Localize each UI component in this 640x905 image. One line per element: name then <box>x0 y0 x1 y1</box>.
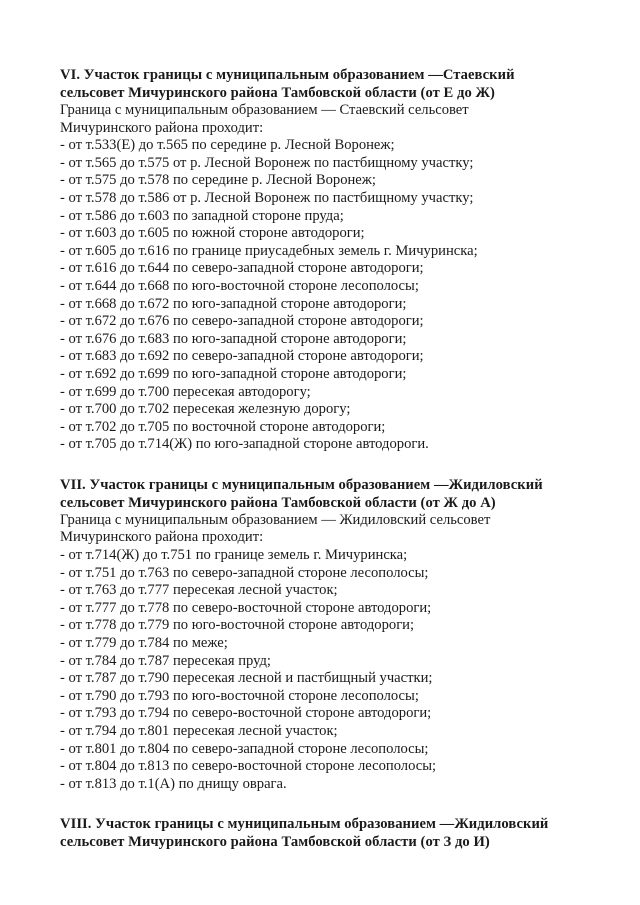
section-heading-line: сельсовет Мичуринского района Тамбовской области (от Ж до А) <box>60 494 496 511</box>
section-intro-line: Мичуринского района проходит: <box>60 119 264 136</box>
boundary-item: - от т.778 до т.779 по юго-восточной стороне автодороги; <box>60 617 415 634</box>
boundary-list <box>60 137 600 454</box>
section-viii <box>60 815 600 851</box>
boundary-item: - от т.565 до т.575 от р. Лесной Воронеж по пастбищному участку; <box>60 154 474 171</box>
boundary-item: - от т.714(Ж) до т.751 по границе земель г. Мичуринска; <box>60 547 408 564</box>
boundary-item: - от т.787 до т.790 пересекая лесной и пастбищный участки; <box>60 670 433 687</box>
boundary-item: - от т.672 до т.676 по северо-западной стороне автодороги; <box>60 313 424 330</box>
boundary-item: - от т.702 до т.705 по восточной стороне автодороги; <box>60 418 386 435</box>
boundary-item: - от т.705 до т.714(Ж) по юго-западной стороне автодороги. <box>60 436 429 453</box>
section-heading <box>60 476 600 512</box>
section-heading-line: сельсовет Мичуринского района Тамбовской области (от Е до Ж) <box>60 85 495 101</box>
section-intro <box>60 512 600 547</box>
boundary-item: - от т.683 до т.692 по северо-западной стороне автодороги; <box>60 348 424 365</box>
boundary-item: - от т.676 до т.683 по юго-западной стороне автодороги; <box>60 330 407 347</box>
section-heading-line: VII. Участок границы с муниципальным образованием —Жидиловский <box>60 476 543 493</box>
boundary-item: - от т.603 до т.605 по южной стороне автодороги; <box>60 225 365 242</box>
boundary-item: - от т.790 до т.793 по юго-восточной стороне лесополосы; <box>60 687 419 704</box>
section-intro-line: Граница с муниципальным образованием — Жидиловский сельсовет <box>60 511 491 528</box>
boundary-item: - от т.751 до т.763 по северо-западной стороне лесополосы; <box>60 564 429 581</box>
boundary-item: - от т.533(Е) до т.565 по середине р. Лесной Воронеж; <box>60 137 395 154</box>
boundary-item: - от т.616 до т.644 по северо-западной стороне автодороги; <box>60 260 424 277</box>
boundary-item: - от т.779 до т.784 по меже; <box>60 635 228 652</box>
boundary-item: - от т.801 до т.804 по северо-западной стороне лесополосы; <box>60 740 429 757</box>
boundary-item: - от т.699 до т.700 пересекая автодорогу; <box>60 383 311 400</box>
boundary-item: - от т.575 до т.578 по середине р. Лесной Воронеж; <box>60 172 376 189</box>
boundary-item: - от т.668 до т.672 по юго-западной стороне автодороги; <box>60 295 407 312</box>
boundary-item: - от т.644 до т.668 по юго-восточной стороне лесополосы; <box>60 277 419 294</box>
section-intro-line: Граница с муниципальным образованием — Стаевский сельсовет <box>60 102 469 118</box>
boundary-item: - от т.605 до т.616 по границе приусадебных земель г. Мичуринска; <box>60 242 478 259</box>
section-heading-line: VI. Участок границы с муниципальным образованием —Стаевский <box>60 67 515 83</box>
boundary-list <box>60 547 600 793</box>
boundary-item: - от т.692 до т.699 по юго-западной стороне автодороги; <box>60 365 407 382</box>
section-heading-line: сельсовет Мичуринского района Тамбовской области (от З до И) <box>60 834 490 851</box>
section-vii <box>60 476 600 794</box>
section-heading <box>60 66 600 102</box>
boundary-item: - от т.586 до т.603 по западной стороне пруда; <box>60 207 344 224</box>
boundary-item: - от т.784 до т.787 пересекая пруд; <box>60 652 271 669</box>
section-vi <box>60 66 600 454</box>
section-heading <box>60 815 600 851</box>
boundary-item: - от т.578 до т.586 от р. Лесной Воронеж по пастбищному участку; <box>60 189 474 206</box>
boundary-item: - от т.763 до т.777 пересекая лесной участок; <box>60 582 338 599</box>
section-intro-line: Мичуринского района проходит: <box>60 529 264 546</box>
boundary-item: - от т.700 до т.702 пересекая железную дорогу; <box>60 401 351 418</box>
boundary-item: - от т.793 до т.794 по северо-восточной стороне автодороги; <box>60 705 432 722</box>
boundary-item: - от т.794 до т.801 пересекая лесной участок; <box>60 723 338 739</box>
boundary-item: - от т.813 до т.1(А) по днищу оврага. <box>60 775 287 792</box>
boundary-item: - от т.804 до т.813 по северо-восточной стороне лесополосы; <box>60 758 437 775</box>
boundary-item: - от т.777 до т.778 по северо-восточной стороне автодороги; <box>60 599 432 616</box>
section-intro <box>60 102 600 137</box>
section-heading-line: VIII. Участок границы с муниципальным образованием —Жидиловский <box>60 816 549 833</box>
